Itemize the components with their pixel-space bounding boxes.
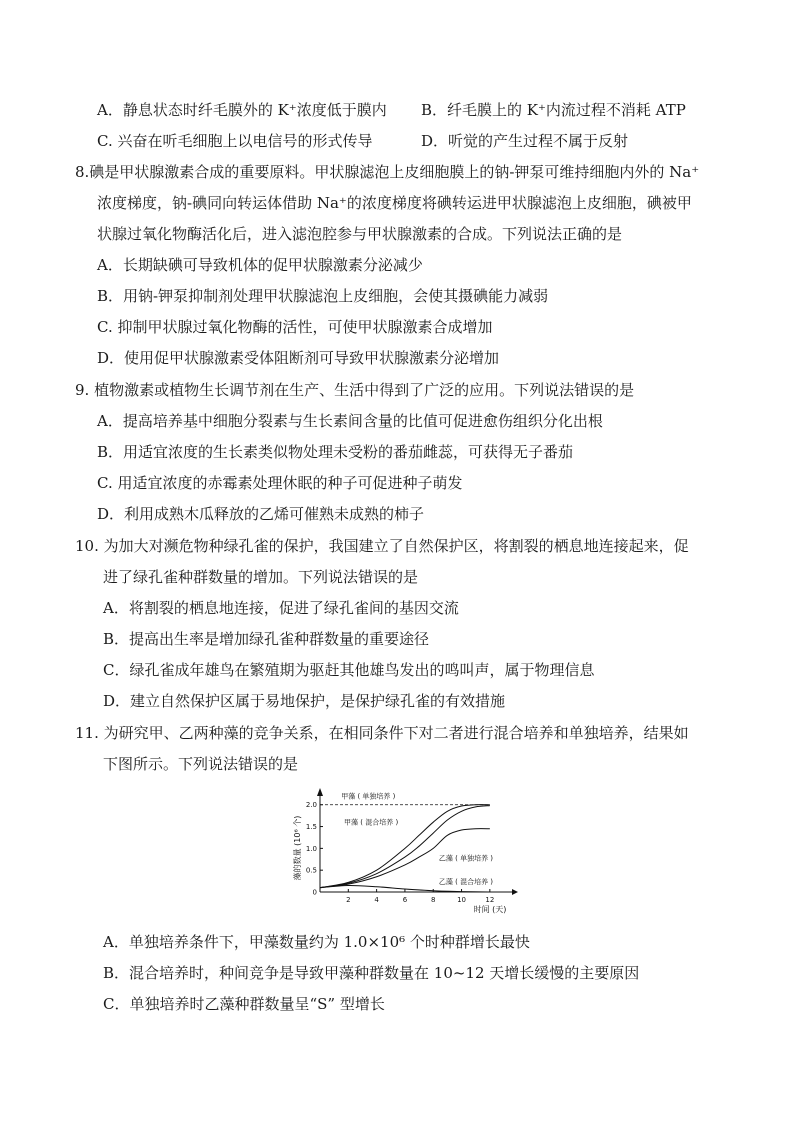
q7-option-c: C. 兴奋在听毛细胞上以电信号的形式传导: [97, 132, 373, 150]
q9-option-c: C. 用适宜浓度的赤霉素处理休眠的种子可促进种子萌发: [97, 474, 463, 492]
y-axis-arrow: [317, 788, 323, 796]
q8-option-c: C. 抑制甲状腺过氧化物酶的活性，可使甲状腺激素合成增加: [97, 318, 493, 336]
y-tick-label: 0: [312, 888, 317, 897]
y-tick-label: 1.0: [305, 844, 317, 853]
q11-option-c: C．单独培养时乙藻种群数量呈“S” 型增长: [103, 995, 385, 1013]
q10-option-d: D．建立自然保护区属于易地保护，是保护绿孔雀的有效措施: [103, 692, 506, 710]
q8-option-d: D．使用促甲状腺激素受体阻断剂可导致甲状腺激素分泌增加: [97, 349, 500, 367]
q7-option-d: D．听觉的产生过程不属于反射: [421, 132, 629, 150]
series-label: 甲藻 ( 单独培养 ): [341, 792, 396, 801]
x-tick-label: 4: [374, 896, 379, 904]
x-tick-label: 2: [346, 896, 351, 904]
q10-stem-line1: 10. 为加大对濒危物种绿孔雀的保护，我国建立了自然保护区，将割裂的栖息地连接起来，促: [75, 537, 689, 555]
q11-stem-line1: 11. 为研究甲、乙两种藻的竞争关系，在相同条件下对二者进行混合培养和单独培养，结果如: [75, 724, 689, 742]
q7-option-a: A．静息状态时纤毛膜外的 K⁺浓度低于膜内: [97, 101, 387, 119]
q10-stem-line2: 进了绿孔雀种群数量的增加。下列说法错误的是: [103, 568, 419, 586]
x-tick-label: 8: [430, 896, 436, 904]
q11-stem-line2: 下图所示。下列说法错误的是: [103, 755, 299, 773]
q9-option-d: D．利用成熟木瓜释放的乙烯可催熟未成熟的柿子: [97, 505, 425, 523]
q10-option-c: C．绿孔雀成年雄鸟在繁殖期为驱赶其他雄鸟发出的鸣叫声，属于物理信息: [103, 661, 595, 679]
y-tick-label: 1.5: [305, 823, 317, 832]
q8-option-b: B．用钠-钾泵抑制剂处理甲状腺滤泡上皮细胞，会使其摄碘能力减弱: [97, 287, 549, 305]
x-axis-label: 时间 (天): [473, 905, 507, 914]
q8-option-a: A．长期缺碘可导致机体的促甲状腺激素分泌减少: [97, 256, 423, 274]
x-tick-label: 10: [457, 896, 466, 904]
q8-stem-line3: 状腺过氧化物酶活化后，进入滤泡腔参与甲状腺激素的合成。下列说法正确的是: [97, 225, 623, 243]
x-tick-label: 6: [402, 896, 408, 904]
series-label: 乙藻 ( 混合培养 ): [438, 878, 494, 887]
q10-option-a: A．将割裂的栖息地连接，促进了绿孔雀间的基因交流: [103, 599, 459, 617]
series-label: 乙藻 ( 单独培养 ): [438, 854, 494, 863]
y-tick-label: 0.5: [305, 866, 317, 875]
x-tick-label: 12: [485, 896, 495, 904]
q9-option-b: B．用适宜浓度的生长素类似物处理未受粉的番茄雌蕊，可获得无子番茄: [97, 443, 574, 461]
series-label: 甲藻 ( 混合培养 ): [344, 818, 399, 827]
q8-stem-line1: 8.碘是甲状腺激素合成的重要原料。甲状腺滤泡上皮细胞膜上的钠-钾泵可维持细胞内外的 Na⁺: [75, 163, 700, 181]
y-tick-label: 2.0: [305, 801, 317, 810]
algae-growth-chart: [293, 788, 518, 924]
q11-option-a: A．单独培养条件下，甲藻数量约为 1.0×10⁶ 个时种群增长最快: [103, 933, 530, 951]
series-line: [320, 805, 490, 888]
q9-option-a: A．提高培养基中细胞分裂素与生长素间含量的比值可促进愈伤组织分化出根: [97, 412, 603, 430]
q11-option-b: B．混合培养时，种间竞争是导致甲藻种群数量在 10~12 天增长缓慢的主要原因: [103, 964, 640, 982]
q10-option-b: B．提高出生率是增加绿孔雀种群数量的重要途径: [103, 630, 430, 648]
q8-stem-line2: 浓度梯度，钠-碘同向转运体借助 Na⁺的浓度梯度将碘转运进甲状腺滤泡上皮细胞，碘被甲: [97, 194, 692, 212]
q9-stem: 9. 植物激素或植物生长调节剂在生产、生活中得到了广泛的应用。下列说法错误的是: [75, 381, 635, 399]
y-axis-label: 藻的数量 (10⁶ 个): [293, 815, 302, 881]
x-axis-arrow: [512, 889, 518, 895]
q7-option-b: B．纤毛膜上的 K⁺内流过程不消耗 ATP: [421, 101, 686, 119]
